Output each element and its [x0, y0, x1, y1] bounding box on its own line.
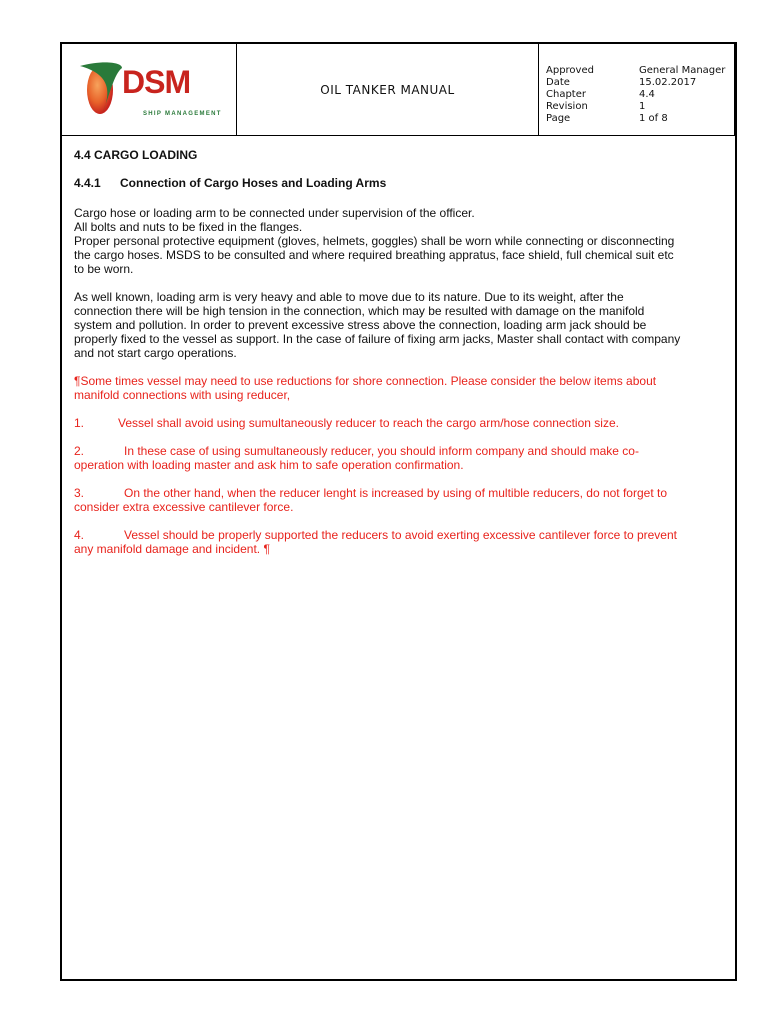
paragraph-connection-rules: [74, 206, 726, 276]
list-item-3: [74, 486, 726, 514]
text-line: Cargo hose or loading arm to be connected under supervision of the officer.: [74, 206, 475, 220]
text-line: As well known, loading arm is very heavy and able to move due to its nature. Due to its weight, after the: [74, 290, 624, 304]
list-number: 4.: [74, 528, 85, 542]
meta-value: 15.02.2017: [639, 77, 697, 88]
logo-tagline: SHIP MANAGEMENT: [143, 111, 222, 117]
text-line: and not start cargo operations.: [74, 346, 237, 360]
text-line: consider extra excessive cantilever force.: [74, 500, 294, 514]
page-frame: [60, 42, 737, 981]
text-line: to be worn.: [74, 262, 134, 276]
list-text: In these case of using sumultaneously reducer, you should inform company and should make co-: [124, 444, 639, 458]
sub-heading-text: Connection of Cargo Hoses and Loading Arms: [120, 176, 387, 190]
list-text: Vessel shall avoid using sumultaneously reducer to reach the cargo arm/hose connection size.: [118, 416, 619, 430]
meta-key: Page: [546, 113, 571, 124]
paragraph-loading-arm: [74, 290, 726, 360]
text-line: system and pollution. In order to prevent excessive stress above the connection, loading arm jack should be: [74, 318, 647, 332]
list-item-4: [74, 528, 726, 556]
text-line: the cargo hoses. MSDS to be consulted and where required breathing appratus, face shield, full chemical suit etc: [74, 248, 674, 262]
text-line: operation with loading master and ask him to safe operation confirmation.: [74, 458, 464, 472]
section-heading: 4.4 CARGO LOADING: [74, 148, 198, 162]
text-line: [74, 444, 726, 458]
company-logo: [62, 44, 237, 135]
list-text: Vessel should be properly supported the reducers to avoid exerting excessive cantilever force to prevent: [124, 528, 677, 542]
meta-value: General Manager: [639, 65, 726, 76]
paragraph-reducer-intro: [74, 374, 726, 402]
list-number: 2.: [74, 444, 85, 458]
list-item-2: [74, 444, 726, 472]
logo-wordmark: DSM: [122, 64, 191, 100]
text-line: [74, 416, 726, 430]
text-line: manifold connections with using reducer,: [74, 388, 291, 402]
list-number: 3.: [74, 486, 85, 500]
document-title: OIL TANKER MANUAL: [320, 82, 455, 97]
meta-value: 4.4: [639, 89, 655, 100]
list-number: 1.: [74, 416, 85, 430]
meta-key: Revision: [546, 101, 588, 112]
text-line: All bolts and nuts to be fixed in the flanges.: [74, 220, 303, 234]
meta-key: Approved: [546, 65, 594, 76]
text-line: Proper personal protective equipment (gloves, helmets, goggles) shall be worn while connecting or disconnecting: [74, 234, 675, 248]
text-line: [74, 486, 726, 500]
meta-value: 1: [639, 101, 646, 112]
list-item-1: [74, 416, 726, 430]
text-line: ¶Some times vessel may need to use reductions for shore connection. Please consider the below items about: [74, 374, 657, 388]
sub-heading-number: 4.4.1: [74, 176, 101, 190]
logo-cell: [62, 44, 237, 135]
text-line: connection there will be high tension in the connection, which may be resulted with damage on the manifold: [74, 304, 645, 318]
meta-key: Chapter: [546, 89, 586, 100]
document-meta: [539, 44, 735, 135]
list-text: On the other hand, when the reducer lenght is increased by using of multible reducers, do not forget to: [124, 486, 667, 500]
text-line: properly fixed to the vessel as support. In the case of failure of fixing arm jacks, Master shall contact with company: [74, 332, 681, 346]
title-cell: [237, 44, 539, 135]
text-line: any manifold damage and incident. ¶: [74, 542, 270, 556]
text-line: [74, 528, 726, 542]
meta-key: Date: [546, 77, 570, 88]
meta-value: 1 of 8: [639, 113, 668, 124]
sub-heading: [74, 176, 386, 190]
document-header: [62, 44, 735, 136]
